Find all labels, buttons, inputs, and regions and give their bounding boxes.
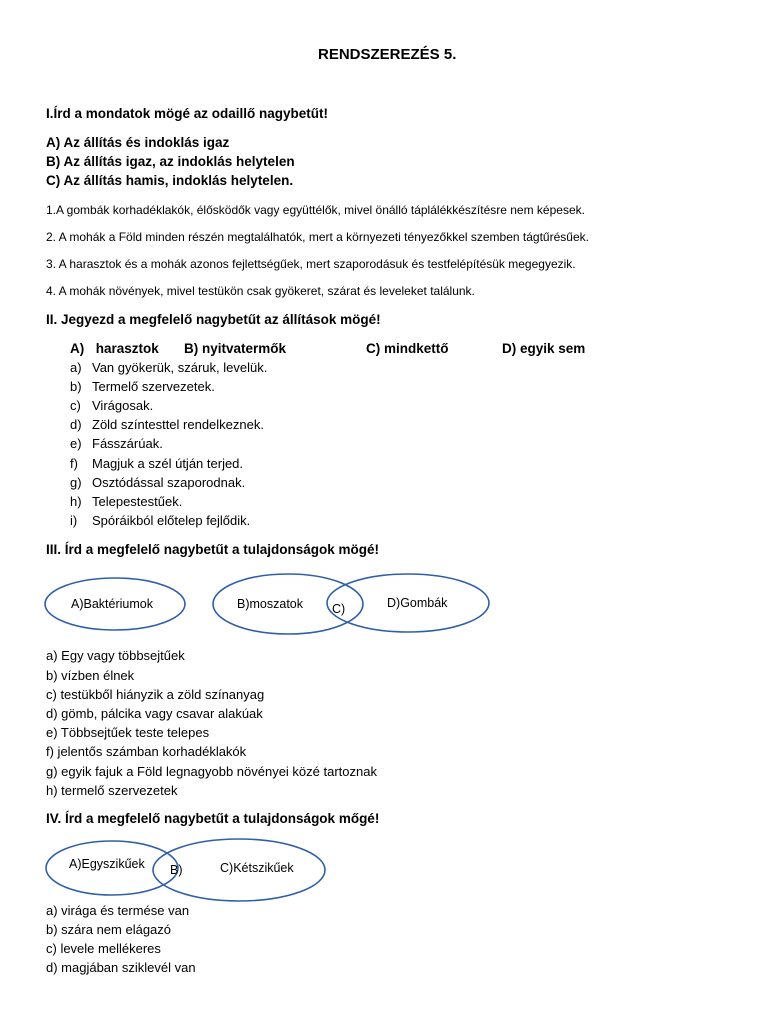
venn-label-dicots: C)Kétszikűek [220, 861, 294, 875]
item-mark: d) [70, 417, 82, 432]
item-mark: c) [70, 398, 81, 413]
venn-label-bacteria: A)Baktériumok [71, 597, 153, 611]
item-text: Zöld színtesttel rendelkeznek. [92, 417, 264, 432]
section-4-item-a: a) virága és termése van [46, 903, 190, 918]
section-3-heading: III. Írd a megfelelő nagybetűt a tulajdonságok mögé! [46, 542, 380, 557]
venn-label-overlap-2: B) [170, 863, 183, 877]
item-text: Virágosak. [92, 398, 154, 413]
item-mark: e) [70, 436, 82, 451]
section-2-heading: II. Jegyezd a megfelelő nagybetűt az állítások mögé! [46, 312, 381, 327]
section-3-item-b: b) vízben élnek [46, 668, 135, 683]
item-mark: b) [70, 379, 82, 394]
venn-label-algae: B)moszatok [237, 597, 303, 611]
item-mark: h) [70, 494, 82, 509]
section-3-item-c: c) testükből hiányzik a zöld színanyag [46, 687, 265, 702]
item-text: Termelő szervezetek. [92, 379, 215, 394]
section-4-item-b: b) szára nem elágazó [46, 922, 172, 937]
section-2-option-b: B) nyitvatermők [184, 341, 287, 356]
section-2-option-c: C) mindkettő [366, 341, 449, 356]
section-1-statement-3: 3. A harasztok és a mohák azonos fejlettségűek, mert szaporodásuk és testfelépítésük megegyezik. [46, 257, 576, 271]
section-4-item-c: c) levele mellékeres [46, 941, 161, 956]
section-1-statement-4: 4. A mohák növények, mivel testükön csak gyökeret, szárat és leveleket találunk. [46, 284, 475, 298]
section-3-item-h: h) termelő szervezetek [46, 783, 178, 798]
section-3-item-a: a) Egy vagy többsejtűek [46, 648, 185, 663]
item-mark: g) [70, 475, 82, 490]
page-title: RENDSZEREZÉS 5. [318, 46, 457, 63]
option-label: harasztok [95, 341, 159, 356]
item-text: Osztódással szaporodnak. [92, 475, 246, 490]
section-1-statement-1: 1.A gombák korhadéklakók, élősködők vagy együttélők, mivel önálló táplálékkészítésre nem képesek. [46, 203, 585, 217]
section-3-item-g: g) egyik fajuk a Föld legnagyobb növényei közé tartoznak [46, 764, 377, 779]
section-1-option-c: C) Az állítás hamis, indoklás helytelen. [46, 173, 294, 188]
section-1-heading: I.Írd a mondatok mögé az odaillő nagybetűt! [46, 106, 329, 121]
section-2-option-d: D) egyik sem [502, 341, 586, 356]
section-3-item-d: d) gömb, pálcika vagy csavar alakúak [46, 706, 263, 721]
section-1-option-a: A) Az állítás és indoklás igaz [46, 135, 230, 150]
venn-label-monocots: A)Egyszikűek [69, 857, 145, 871]
section-3-item-f: f) jelentős számban korhadéklakók [46, 744, 247, 759]
item-mark: a) [70, 360, 82, 375]
item-text: Telepestestűek. [92, 494, 183, 509]
venn-label-overlap: C) [332, 602, 346, 616]
section-4-item-d: d) magjában sziklevél van [46, 960, 196, 975]
item-mark: i) [70, 513, 78, 528]
item-text: Spóráikból előtelep fejlődik. [92, 513, 251, 528]
section-3-item-e: e) Többsejtűek teste telepes [46, 725, 210, 740]
venn-label-fungi: D)Gombák [387, 596, 448, 610]
item-mark: f) [70, 456, 78, 471]
section-4-heading: IV. Írd a megfelelő nagybetűt a tulajdonságok mőgé! [46, 811, 380, 826]
section-1-statement-2: 2. A mohák a Föld minden részén megtalálhatók, mert a környezeti tényezőkkel szemben tágtűrésűek. [46, 230, 589, 244]
item-text: Van gyökerük, száruk, levelük. [92, 360, 268, 375]
item-text: Magjuk a szél útján terjed. [92, 456, 244, 471]
section-1-option-b: B) Az állítás igaz, az indoklás helytelen [46, 154, 295, 169]
option-mark: A) [70, 341, 85, 356]
item-text: Fásszárúak. [92, 436, 163, 451]
